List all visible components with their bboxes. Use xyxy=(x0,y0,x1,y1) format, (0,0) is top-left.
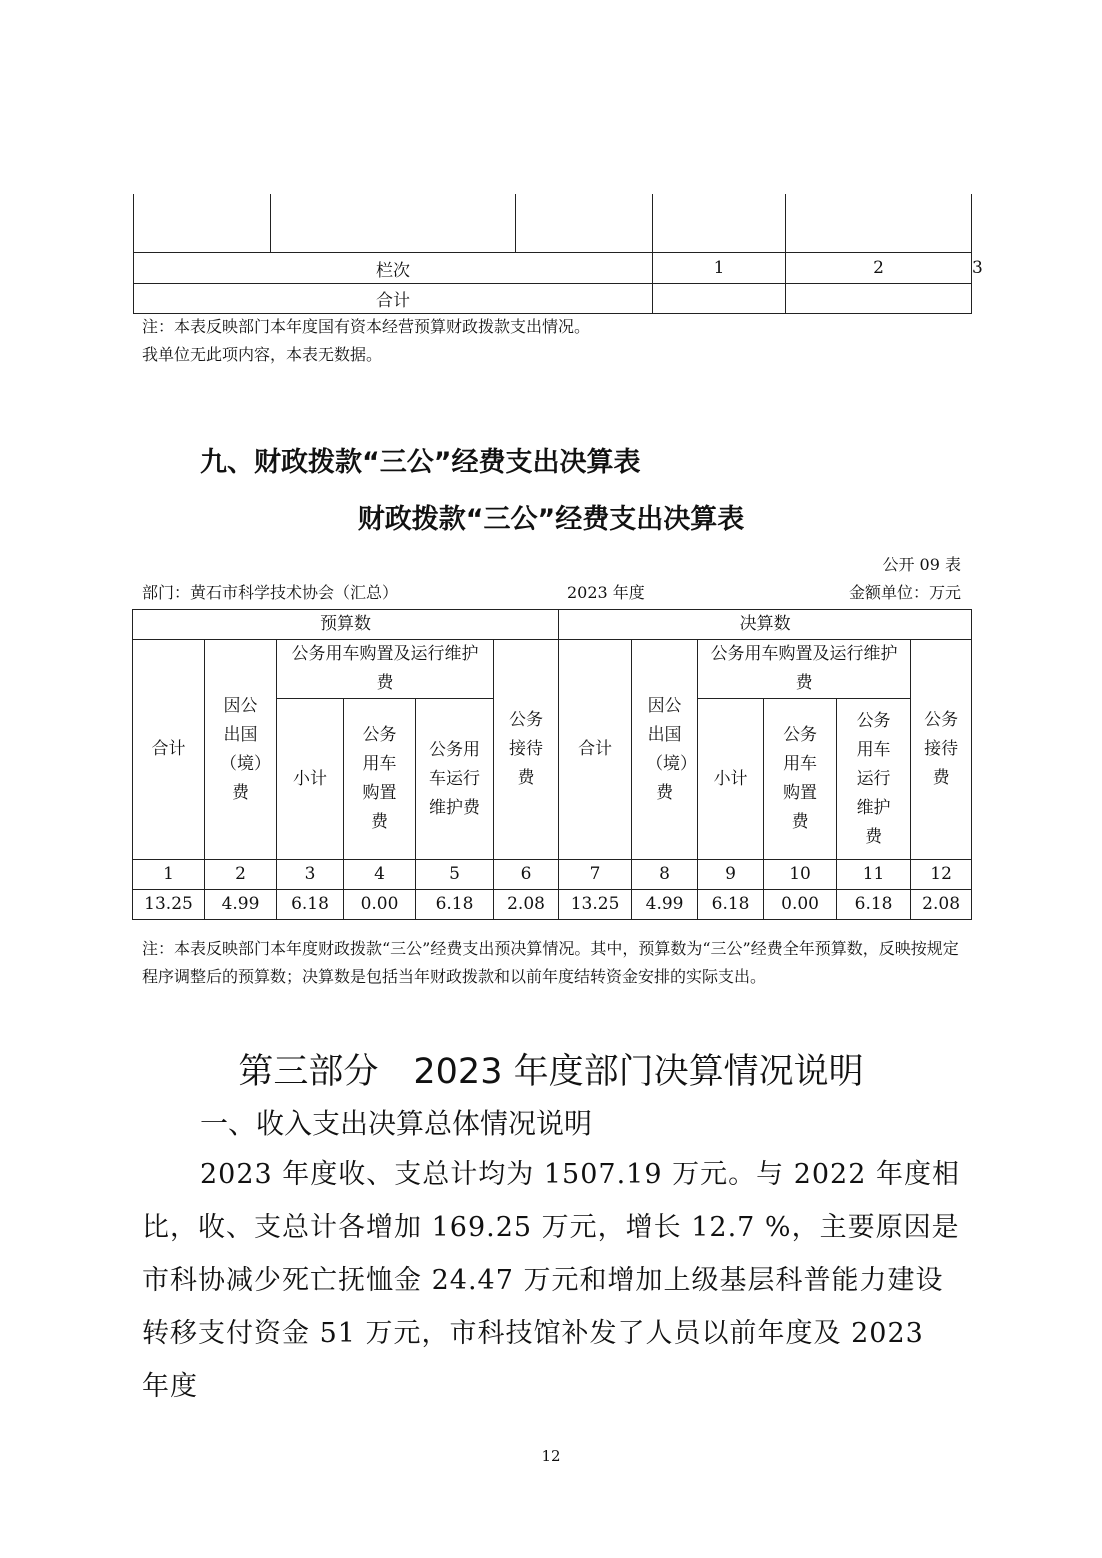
col-num-cell xyxy=(653,253,786,284)
budget-car-operation-header xyxy=(416,699,494,860)
year-label: 2023 年度 xyxy=(567,583,645,602)
table-cell xyxy=(653,194,786,253)
header-label: 公务用车运行维护费 xyxy=(856,710,891,847)
page-number: 12 xyxy=(541,1447,561,1465)
col-number: 11 xyxy=(837,860,911,890)
final-car-operation-header xyxy=(837,699,911,860)
budget-car-group-header xyxy=(277,640,494,699)
table-cell xyxy=(516,194,653,253)
col-number: 12 xyxy=(911,860,972,890)
final-total-header xyxy=(559,640,632,860)
col-number: 8 xyxy=(632,860,698,890)
header-label: 公务接待费 xyxy=(509,710,544,788)
department-label: 部门：黄石市科学技术协会（汇总） xyxy=(142,583,399,602)
value-cell: 13.25 xyxy=(133,890,205,920)
column-number-row xyxy=(133,860,972,890)
col-number: 7 xyxy=(559,860,632,890)
section-heading: 九、财政拨款“三公”经费支出决算表 xyxy=(200,447,641,478)
col-num: 3 xyxy=(972,258,983,278)
budget-total-header xyxy=(133,640,205,860)
budget-car-purchase-header xyxy=(344,699,416,860)
value-cell: 4.99 xyxy=(205,890,277,920)
top-note-2: 我单位无此项内容，本表无数据。 xyxy=(142,345,383,364)
unit-label: 金额单位：万元 xyxy=(848,583,961,602)
header-label: 因公出国（境）费 xyxy=(646,695,698,803)
col-num-cell xyxy=(786,253,972,284)
col-num: 1 xyxy=(713,258,725,278)
final-group-label: 决算数 xyxy=(739,614,791,634)
header-label: 公务接待费 xyxy=(924,710,959,788)
row-label: 栏次 xyxy=(376,260,410,281)
col-number: 9 xyxy=(698,860,764,890)
col-number: 1 xyxy=(133,860,205,890)
header-label: 因公出国（境）费 xyxy=(220,695,271,803)
value-cell: 0.00 xyxy=(764,890,837,920)
col-number: 3 xyxy=(277,860,344,890)
header-label: 合计 xyxy=(578,739,613,759)
col-number: 2 xyxy=(205,860,277,890)
final-group-header xyxy=(559,610,972,640)
header-label: 公务用车购置费 xyxy=(783,725,818,832)
table-cell xyxy=(786,284,972,314)
final-abroad-header xyxy=(632,640,698,860)
budget-group-label: 预算数 xyxy=(320,614,372,634)
value-cell: 0.00 xyxy=(344,890,416,920)
header-label: 小计 xyxy=(293,768,327,789)
table-title: 财政拨款“三公”经费支出决算表 xyxy=(357,504,745,535)
value-cell: 6.18 xyxy=(277,890,344,920)
table-cell xyxy=(653,284,786,314)
value-cell: 2.08 xyxy=(911,890,972,920)
value-cell: 13.25 xyxy=(559,890,632,920)
col-number: 4 xyxy=(344,860,416,890)
budget-group-header xyxy=(133,610,559,640)
col-number: 5 xyxy=(416,860,494,890)
col-number: 6 xyxy=(494,860,559,890)
row-label-cell xyxy=(134,253,653,284)
header-label: 公务用车购置费 xyxy=(362,725,397,832)
state-capital-table xyxy=(133,194,983,314)
final-reception-header xyxy=(911,640,972,860)
final-subtotal-header xyxy=(698,699,764,860)
sangong-table xyxy=(132,609,972,920)
sangong-note: 注：本表反映部门本年度财政拨款“三公”经费支出预决算情况。其中，预算数为“三公”经费全年预算数，反映按规定程序调整后的预算数；决算数是包括当年财政拨款和以前年度结转资金安排的实际支出。 xyxy=(142,939,959,986)
table-cell xyxy=(134,194,271,253)
final-car-purchase-header xyxy=(764,699,837,860)
header-label: 合计 xyxy=(151,739,186,759)
header-label: 小计 xyxy=(713,768,748,789)
subsection-title: 一、收入支出决算总体情况说明 xyxy=(200,1107,593,1140)
table-code: 公开 09 表 xyxy=(882,555,961,574)
value-cell: 4.99 xyxy=(632,890,698,920)
part3-title: 第三部分 2023 年度部门决算情况说明 xyxy=(238,1052,864,1092)
col-num: 2 xyxy=(873,258,884,278)
body-paragraph: 2023 年度收、支总计均为 1507.19 万元。与 2022 年度相比，收、支总计各增加 169.25 万元，增长 12.7 %，主要原因是市科协减少死亡抚恤金 24.47 万元和增加上级基层科普能力建设转移支付资金 51 万元，市科技馆补发了人员以前年度及 2023 年度 xyxy=(142,1159,960,1402)
budget-subtotal-header xyxy=(277,699,344,860)
table-cell xyxy=(786,194,972,253)
budget-reception-header xyxy=(494,640,559,860)
final-car-group-header xyxy=(698,640,911,699)
value-row xyxy=(133,890,972,920)
header-label: 公务用车购置及运行维护费 xyxy=(710,644,898,693)
top-note-1: 注：本表反映部门本年度国有资本经营预算财政拨款支出情况。 xyxy=(142,317,591,336)
table-cell xyxy=(271,194,516,253)
value-cell: 6.18 xyxy=(416,890,494,920)
value-cell: 6.18 xyxy=(837,890,911,920)
budget-abroad-header xyxy=(205,640,277,860)
col-number: 10 xyxy=(764,860,837,890)
header-label: 公务用车购置及运行维护费 xyxy=(291,644,479,693)
header-label: 公务用车运行维护费 xyxy=(429,739,480,818)
total-label-cell xyxy=(134,284,653,314)
value-cell: 6.18 xyxy=(698,890,764,920)
total-label: 合计 xyxy=(376,291,410,311)
value-cell: 2.08 xyxy=(494,890,559,920)
